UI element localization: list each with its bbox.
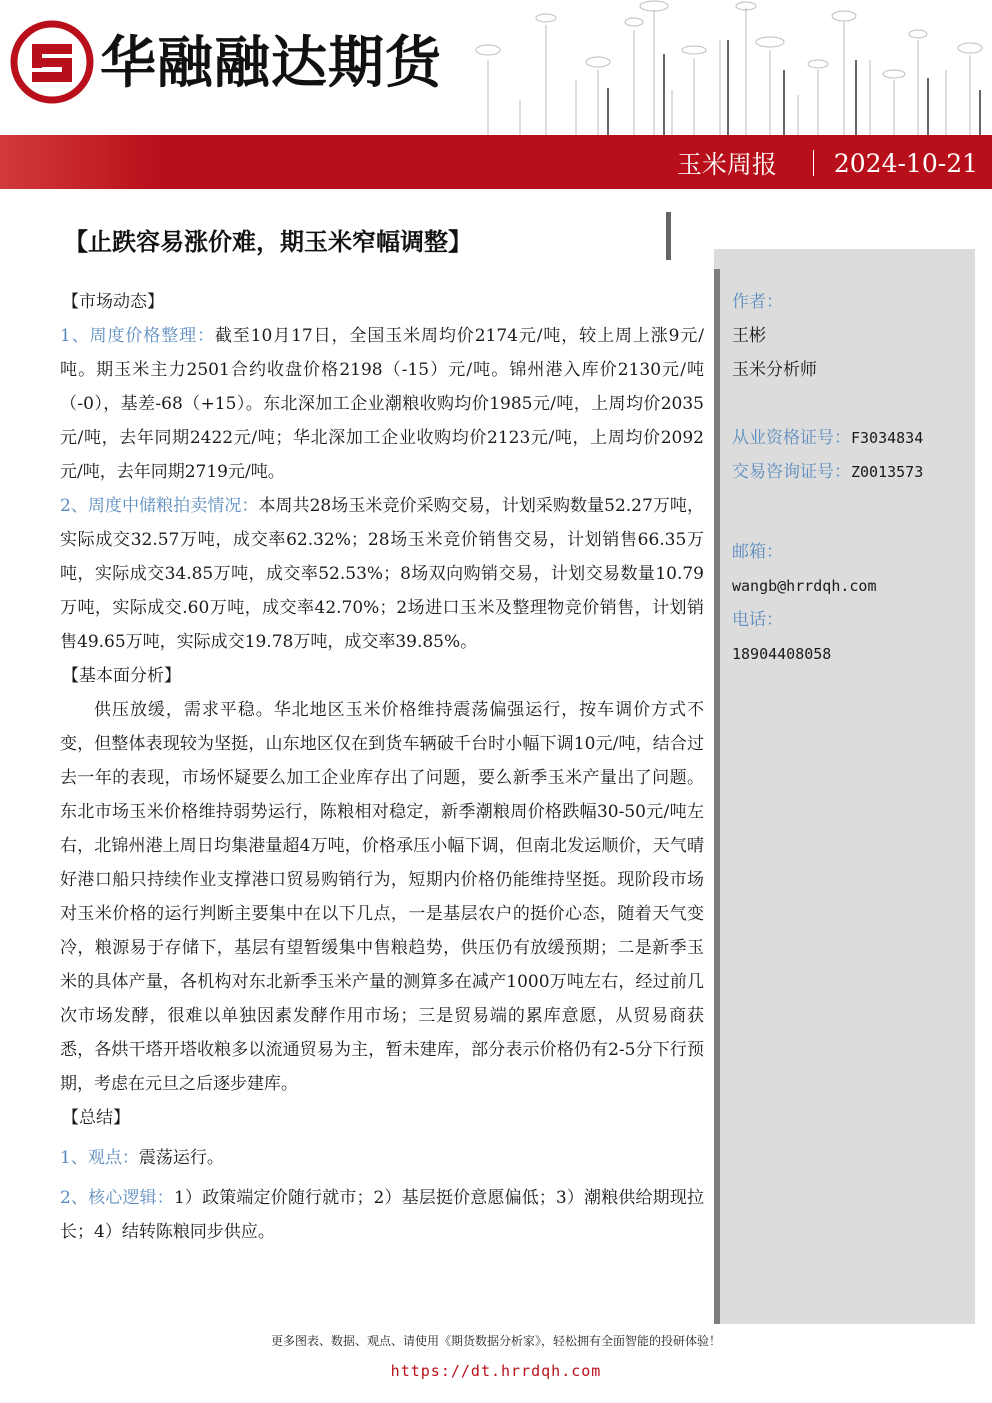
title-accent-bar [666,212,671,260]
qualification-number: F3034834 [851,429,924,447]
footer-note: 更多图表、数据、观点、请使用《期货数据分析家》，轻松拥有全面智能的投研体验！ [270,1334,721,1348]
item-text: 震荡运行。 [138,1148,224,1168]
report-date: 2024-10-21 [833,148,978,178]
qualification-line [732,421,967,455]
phone-label: 电话： [732,610,783,630]
sidebar-edge-bar [714,269,720,1324]
report-band [0,135,992,189]
footer-link[interactable]: https://dt.hrrdqh.com [390,1362,602,1380]
report-header [0,0,992,190]
market-item-price [60,319,704,489]
phone-number: 18904408058 [732,645,832,663]
email-label: 邮箱： [732,542,783,562]
section-heading-fundamental: 【基本面分析】 [62,666,181,686]
qualification-label: 从业资格证号： [732,428,851,448]
item-label: 1、观点： [60,1148,139,1168]
market-item-auction [60,489,704,659]
report-type: 玉米周报 [676,150,777,179]
author-label: 作者： [732,292,783,312]
band-text [677,145,978,181]
consult-label: 交易咨询证号： [732,462,851,482]
item-text: 1）政策端定价随行就市；2）基层挺价意愿偏低；3）潮粮供给期现拉长；4）结转陈粮同步供应。 [60,1188,704,1242]
author-sidebar [714,249,975,1324]
item-label: 1、周度价格整理： [60,326,215,346]
item-text: 截至10月17日，全国玉米周均价2174元/吨，较上周上涨9元/吨。期玉米主力2501合约收盘价格2198（-15）元/吨。锦州港入库价2130元/吨（-0），基差-68（+15）。东北深加工企业潮粮收购均价1985元/吨，上周均价2035元/吨，去年同期2422元/吨；华北深加工企业收购均价2123元/吨，上周均价2092元/吨，去年同期2719元/吨。 [60,326,704,482]
item-label: 2、周度中储粮拍卖情况： [60,496,259,516]
company-logo-icon [10,20,94,104]
report-title: 【止跌容易涨价难，期玉米窄幅调整】 [64,227,472,256]
author-info [732,285,967,671]
author-name: 王彬 [732,326,766,346]
fundamental-paragraph: 供压放缓，需求平稳。华北地区玉米价格维持震荡偏强运行，按车调价方式不变，但整体表现较为坚挺，山东地区仅在到货车辆破千台时小幅下调10元/吨，结合过去一年的表现，市场怀疑要么加工企业库存出了问题，要么新季玉米产量出了问题。东北市场玉米价格维持弱势运行，陈粮相对稳定，新季潮粮周价格跌幅30-50元/吨左右，北锦州港上周日均集港量超4万吨，价格承压小幅下调，但南北发运顺价，天气晴好港口船只持续作业支撑港口贸易购销行为，短期内价格仍能维持坚挺。现阶段市场对玉米价格的运行判断主要集中在以下几点，一是基层农户的挺价心态，随着天气变冷，粮源易于存储下，基层有望暂缓集中售粮趋势，供压仍有放缓预期；二是新季玉米的具体产量，各机构对东北新季玉米产量的测算多在减产1000万吨左右，经过前几次市场发酵，很难以单独因素发酵作用市场；三是贸易端的累库意愿，从贸易商获悉，各烘干塔开塔收粮多以流通贸易为主，暂未建库，部分表示价格仍有2-5分下行预期，考虑在元旦之后逐步建库。 [60,700,704,1094]
section-heading-summary: 【总结】 [62,1108,130,1128]
item-label: 2、核心逻辑： [60,1188,174,1208]
section-heading-market: 【市场动态】 [62,292,164,312]
item-text: 本周共28场玉米竞价采购交易，计划采购数量52.27万吨，实际成交32.57万吨，成交率62.32%；28场玉米竞价销售交易，计划销售66.35万吨，实际成交34.85万吨，成交率52.53%；8场双向购销交易，计划交易数量10.79万吨，实际成交.60万吨，成交率42.70%；2场进口玉米及整理物竞价销售，计划销售49.65万吨，实际成交19.78万吨，成交率39.85%。 [60,496,704,652]
email-address[interactable]: wangb@hrrdqh.com [732,577,877,595]
brand-name: 华融融达期货 [100,31,442,96]
main-content [60,285,704,1249]
band-divider [813,150,814,176]
band-gradient [0,135,160,189]
summary-item-logic [60,1181,704,1249]
consult-number: Z0013573 [851,463,924,481]
author-title: 玉米分析师 [732,360,817,380]
consult-line [732,455,967,489]
header-decoration-graphic [458,0,992,135]
summary-item-view [60,1141,704,1175]
